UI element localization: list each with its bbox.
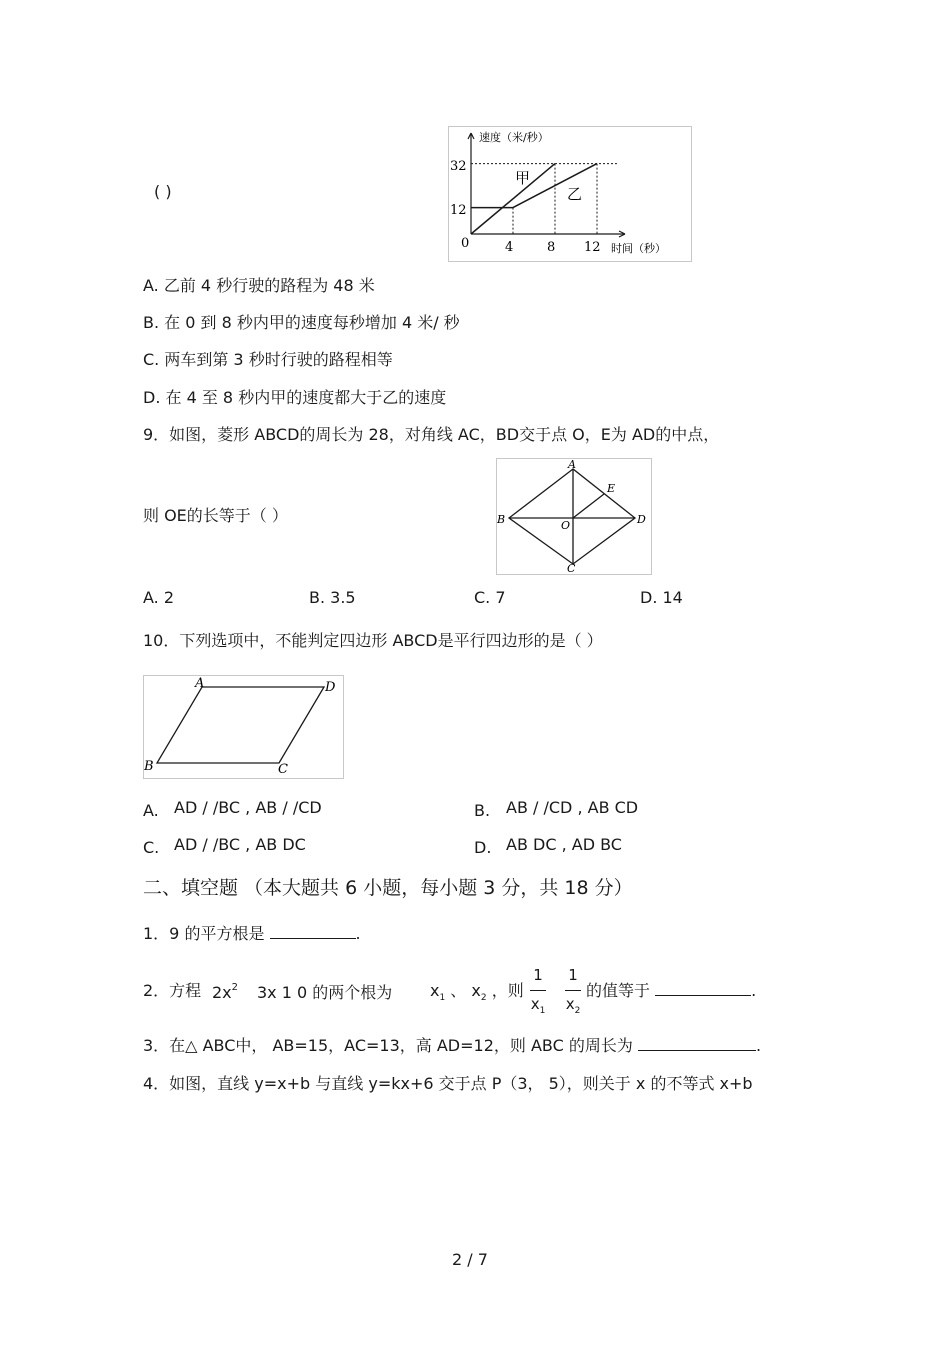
series-0-segment-0 (471, 164, 555, 234)
root-x2: x (471, 981, 481, 1000)
series-label-yi: 乙 (567, 185, 583, 203)
frac1-denominator (529, 995, 547, 1016)
fill-q2-equation-rest: 3x 1 0 的两个根为 (257, 983, 393, 1002)
q10-option-b-letter: B. (474, 801, 491, 820)
fill-q3-text: 3．在△ ABC中， AB=15，AC=13，高 AD=12，则 ABC 的周长为 (143, 1036, 633, 1055)
eq-2x: 2x (212, 983, 232, 1002)
frac2-denominator (564, 995, 582, 1016)
q9-option-c: C. 7 (474, 588, 506, 607)
frac2-x: x (565, 995, 575, 1013)
frac1-x: x (530, 995, 540, 1013)
q10-option-d-letter: D. (474, 838, 492, 857)
fill-q2-end: . (751, 981, 757, 1000)
section-heading: 二、填空题 （本大题共 6 小题，每小题 3 分，共 18 分） (143, 877, 633, 899)
chart-ytick-12: 12 (450, 203, 467, 218)
q10-option-c-letter: C. (143, 838, 160, 857)
q8-answer-paren: ( ) (154, 182, 172, 201)
chart-ylabel: 速度（米/秒） (479, 131, 549, 144)
frac2-bar (565, 990, 581, 991)
q8-speed-time-chart (448, 126, 692, 262)
rhombus-label-o: O (561, 519, 571, 532)
eq-exponent: 2 (231, 982, 239, 993)
root-x1-sub: 1 (439, 993, 446, 1003)
q10-option-d-text: AB DC , AD BC (506, 835, 622, 854)
q9-option-a: A. 2 (143, 588, 175, 607)
root-x1: x (430, 981, 440, 1000)
rhombus-label-d: D (637, 513, 646, 526)
q9-stem: 9．如图，菱形 ABCD的周长为 28，对角线 AC，BD交于点 O，E为 AD的中点， (143, 425, 720, 444)
root-then: ，则 (491, 981, 524, 1000)
rhombus-label-e: E (607, 482, 616, 495)
chart-xlabel: 时间（秒） (611, 242, 666, 255)
rhombus-label-c: C (567, 562, 576, 574)
fill-q2-roots (430, 981, 524, 1004)
parallelogram-label-b: B (144, 759, 154, 774)
q8-option-d: D. 在 4 至 8 秒内甲的速度都大于乙的速度 (143, 388, 447, 407)
fill-q2-after-text: 的值等于 (586, 981, 651, 1000)
fill-q1 (143, 924, 361, 944)
fill-q4: 4．如图，直线 y=x+b 与直线 y=kx+6 交于点 P（3， 5），则关于 x 的不等式 x+b (143, 1074, 753, 1093)
q8-option-b: B. 在 0 到 8 秒内甲的速度每秒增加 4 米/ 秒 (143, 313, 460, 332)
fill-q1-text: 1．9 的平方根是 (143, 924, 265, 943)
fill-q3-blank (638, 1050, 756, 1051)
q10-option-a-letter: A. (143, 801, 159, 820)
fill-q1-blank (270, 938, 356, 939)
parallelogram-label-c: C (278, 762, 288, 777)
fill-q1-end: . (355, 924, 361, 943)
root-x2-sub: 2 (480, 993, 487, 1003)
root-sep: 、 (450, 981, 467, 1000)
q10-option-c-text: AD / /BC , AB DC (174, 835, 306, 854)
q8-option-a: A. 乙前 4 秒行驶的路程为 48 米 (143, 276, 375, 295)
fill-q3 (143, 1036, 761, 1056)
q9-option-d: D. 14 (640, 588, 683, 607)
rhombus-label-b: B (497, 513, 506, 526)
q8-option-c: C. 两车到第 3 秒时行驶的路程相等 (143, 350, 393, 369)
rhombus-label-a: A (568, 459, 576, 471)
q10-option-b-text: AB / /CD , AB CD (506, 798, 639, 817)
fill-q3-end: . (755, 1036, 762, 1055)
chart-xtick-12: 12 (584, 240, 601, 255)
frac1-sub: 1 (539, 1006, 546, 1016)
q10-parallelogram-figure (143, 675, 344, 779)
fill-q2-equation-start (212, 983, 238, 1006)
chart-ytick-32: 32 (450, 159, 467, 174)
q9-option-b: B. 3.5 (309, 588, 356, 607)
frac1-bar (530, 990, 546, 991)
chart-xtick-4: 4 (505, 240, 514, 255)
frac2-sub: 2 (574, 1006, 581, 1016)
q9-ask: 则 OE的长等于（ ） (143, 506, 288, 525)
parallelogram-label-a: A (195, 676, 205, 691)
frac1-numerator: 1 (533, 966, 543, 984)
fill-q2-blank (655, 995, 751, 996)
q10-option-a-text: AD / /BC , AB / /CD (174, 798, 322, 817)
frac2-numerator: 1 (568, 966, 578, 984)
fill-q2-after (586, 981, 756, 1001)
chart-origin: 0 (461, 236, 470, 251)
parallelogram-label-d: D (325, 680, 336, 695)
q10-stem: 10．下列选项中，不能判定四边形 ABCD是平行四边形的是（ ） (143, 631, 603, 650)
fill-q2-prefix: 2．方程 (143, 981, 202, 1000)
chart-xtick-8: 8 (547, 240, 556, 255)
page-number: 2 / 7 (452, 1250, 488, 1269)
q9-rhombus-figure (496, 458, 652, 575)
series-label-jia: 甲 (515, 169, 531, 187)
